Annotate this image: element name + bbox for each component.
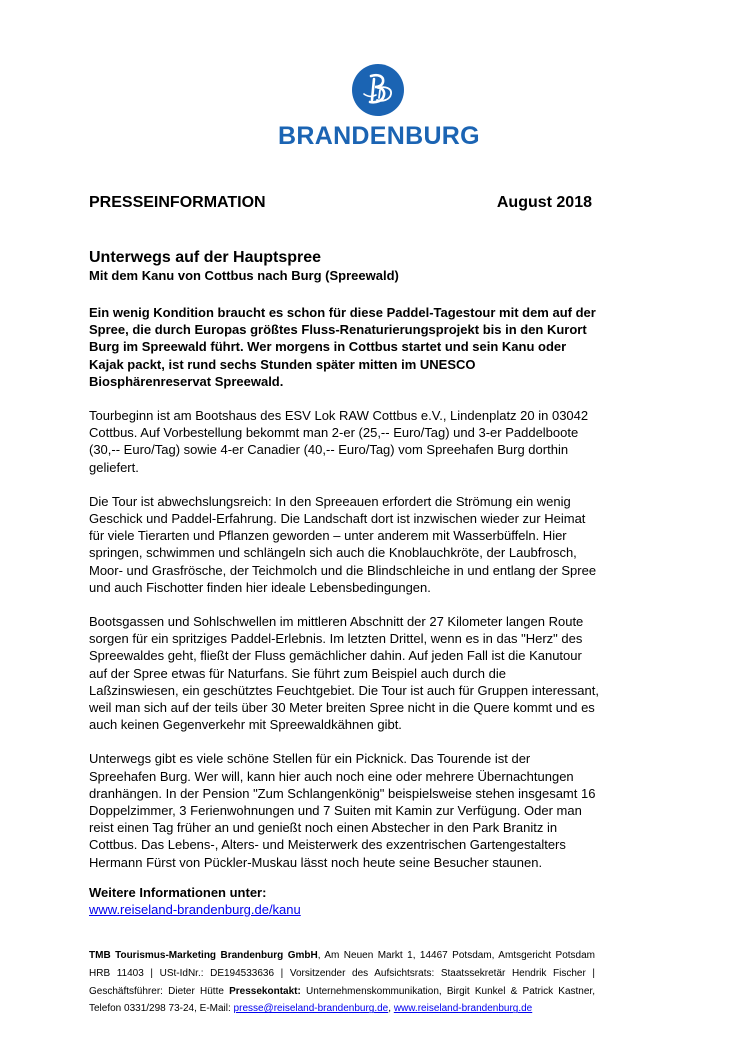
press-label: PRESSEINFORMATION — [89, 194, 266, 211]
footer-address: , Am Neuen Markt 1, 14467 Potsdam, Amtsgericht Potsdam HRB 11403 | USt-IdNr.: DE194533636 | Vorsitzender des Aufsichtsrats: Staatssekretär Hendrik Fischer | Geschäftsführer: Dieter Hütte — [89, 950, 596, 997]
article-body — [89, 304, 599, 888]
brandenburg-seal-icon — [352, 64, 404, 116]
article-paragraph: Bootsgassen und Sohlschwellen im mittleren Abschnitt der 27 Kilometer langen Route sorgen für ein spritziges Paddel-Erlebnis. Im letzten Drittel, wenn es in das "Herz" des Spreewaldes geht, fließt der Fluss gemächlicher dahin. Auf jeden Fall ist die Kanutour auf der Spree etwas für Naturfans. Sie führt zum Beispiel auch durch die Laßzinswiesen, ein geschütztes Feuchtgebiet. Die Tour ist auch für Gruppen interessant, weil man sich auf der teils über 30 Meter breiten Spree nicht in die Quere kommt und es auch keinen Gegenverkehr mit Spreewaldkähnen gibt. — [89, 614, 599, 733]
more-info-label: Weitere Informationen unter: — [89, 885, 267, 900]
footer-separator: , — [388, 1003, 392, 1015]
article-title: Unterwegs auf der Hauptspree — [89, 249, 322, 266]
article-paragraph: Tourbeginn ist am Bootshaus des ESV Lok RAW Cottbus e.V., Lindenplatz 20 in 03042 Cottbus. Auf Vorbestellung bekommt man 2-er (25,-- Euro/Tag) und 3-er Paddelboote (30,-- Euro/Tag) sowie 4-er Canadier (40,-- Euro/Tag) vom Spreehafen Burg dorthin geliefert. — [89, 408, 589, 475]
press-header — [89, 194, 592, 212]
footer-email-link[interactable]: presse@reiseland-brandenburg.de — [233, 1003, 389, 1015]
press-date: August 2018 — [496, 194, 592, 211]
footer-website-link[interactable]: www.reiseland-brandenburg.de — [393, 1003, 533, 1015]
footer-contact-text: Unternehmenskommunikation, Birgit Kunkel & Patrick Kastner, Telefon 0331/298 73-24, E-Mail: — [89, 985, 595, 1015]
more-info-link[interactable]: www.reiseland-brandenburg.de/kanu — [89, 902, 301, 917]
footer-contact-label: Pressekontakt: — [229, 985, 301, 997]
article-paragraph: Die Tour ist abwechslungsreich: In den Spreeauen erfordert die Strömung ein wenig Geschick und Paddel-Erfahrung. Die Landschaft dort ist inzwischen wieder zur Heimat für viele Tierarten und Pflanzen geworden – unter anderem mit Wasserbüffeln. Hier springen, schwimmen und schlängeln sich auch die Knoblauchkröte, der Laubfrosch, Moor- und Grasfrösche, der Teichmolch und die Blindschleiche in und entlang der Spree und auch Fischotter finden hier ideale Lebensbedingungen. — [89, 493, 597, 595]
article-subtitle: Mit dem Kanu von Cottbus nach Burg (Spreewald) — [89, 268, 399, 283]
footer-company: TMB Tourismus-Marketing Brandenburg GmbH — [89, 950, 318, 961]
more-info — [89, 884, 301, 918]
footer-imprint — [89, 947, 595, 1018]
article-paragraph: Unterwegs gibt es viele schöne Stellen für ein Picknick. Das Tourende ist der Spreehafen Burg. Wer will, kann hier auch noch eine oder mehrere Übernachtungen dranhängen. In der Pension "Zum Schlangenkönig" beispielsweise stehen insgesamt 16 Doppelzimmer, 3 Ferienwohnungen und 7 Suiten mit Kamin zur Verfügung. Oder man reist einen Tag früher an und genießt noch einen Abstecher in den Park Branitz in Cottbus. Das Lebens-, Alters- und Meisterwerk des exzentrischen Gartengestalters Hermann Fürst von Pückler-Muskau lässt noch heute seine Besucher staunen. — [89, 751, 596, 870]
brandenburg-logo — [278, 64, 478, 151]
article-lead: Ein wenig Kondition braucht es schon für diese Paddel-Tagestour mit dem auf der Spree, die durch Europas größtes Fluss-Renaturierungsprojekt bis in den Kurort Burg im Spreewald führt. Wer morgens in Cottbus startet und sein Kanu oder Kajak packt, ist rund sechs Stunden später mitten im UNESCO Biosphärenreservat Spreewald. — [89, 305, 596, 389]
brand-wordmark: BRANDENBURG — [278, 122, 480, 150]
